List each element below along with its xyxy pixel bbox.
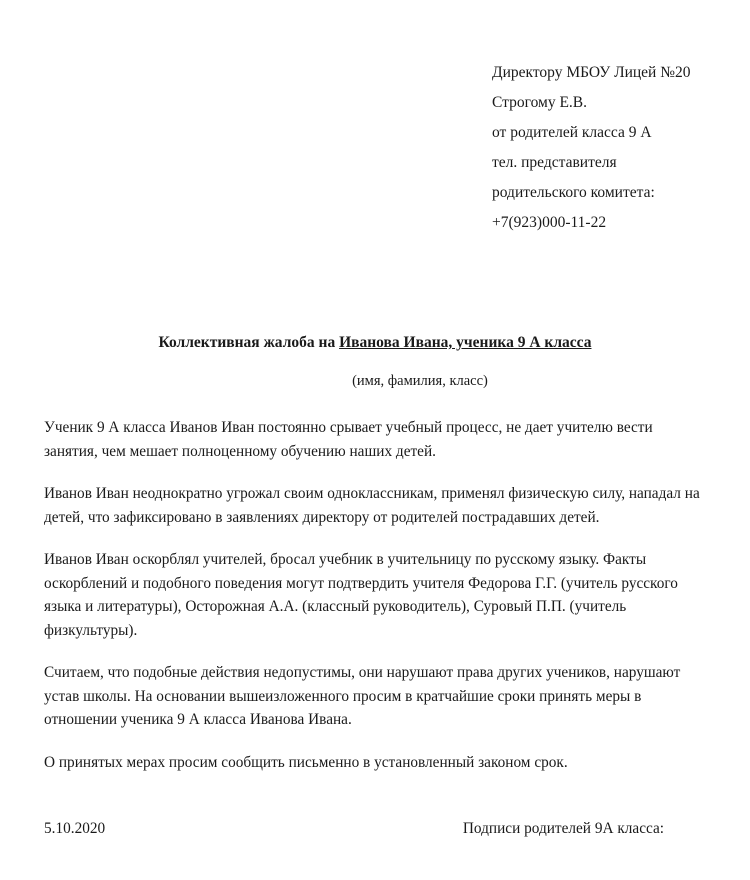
addressee-line-1: Директору МБОУ Лицей №20 [492,64,691,81]
title-plain-part: Коллективная жалоба на [158,334,340,351]
document-footer [44,820,706,838]
addressee-line-2: Строгому Е.В. [492,94,588,111]
addressee-block [492,58,750,238]
body-paragraph-2: Иванов Иван неоднократно угрожал своим одноклассникам, применял физическую силу, нападал на детей, что зафиксировано в заявлениях директору от родителей пострадавших детей. [44,485,700,526]
addressee-line-4: тел. представителя [492,154,617,171]
footer-date: 5.10.2020 [44,820,106,837]
title-underlined-part: Иванова Ивана, ученика 9 А класса [339,334,592,351]
body-paragraph-5: О принятых мерах просим сообщить письменно в установленный законом срок. [44,753,568,771]
document-title [44,334,706,352]
footer-signatures-label: Подписи родителей 9А класса: [462,820,664,837]
addressee-line-3: от родителей класса 9 А [492,124,652,141]
body-paragraph-4: Считаем, что подобные действия недопустимы, они нарушают права других учеников, нарушают устав школы. На основании вышеизложенного просим в кратчайшие сроки принять меры в отношении ученика 9 А класса Иванова Ивана. [44,664,681,728]
document-body [44,416,706,774]
body-paragraph-1: Ученик 9 А класса Иванов Иван постоянно срывает учебный процесс, не дает учителю вести занятия, чем мешает полноценному обучению наших детей. [44,419,653,460]
title-subtitle: (имя, фамилия, класс) [352,373,488,389]
addressee-phone: +7(923)000-11-22 [492,214,607,231]
body-paragraph-3: Иванов Иван оскорблял учителей, бросал учебник в учительницу по русскому языку. Факты оскорблений и подобного поведения могут подтвердить учителя Федорова Г.Г. (учитель русского языка и литературы), Осторожная А.А. (классный руководитель), Суровый П.П. (учитель физкультуры). [44,551,678,639]
addressee-line-5: родительского комитета: [492,184,655,201]
